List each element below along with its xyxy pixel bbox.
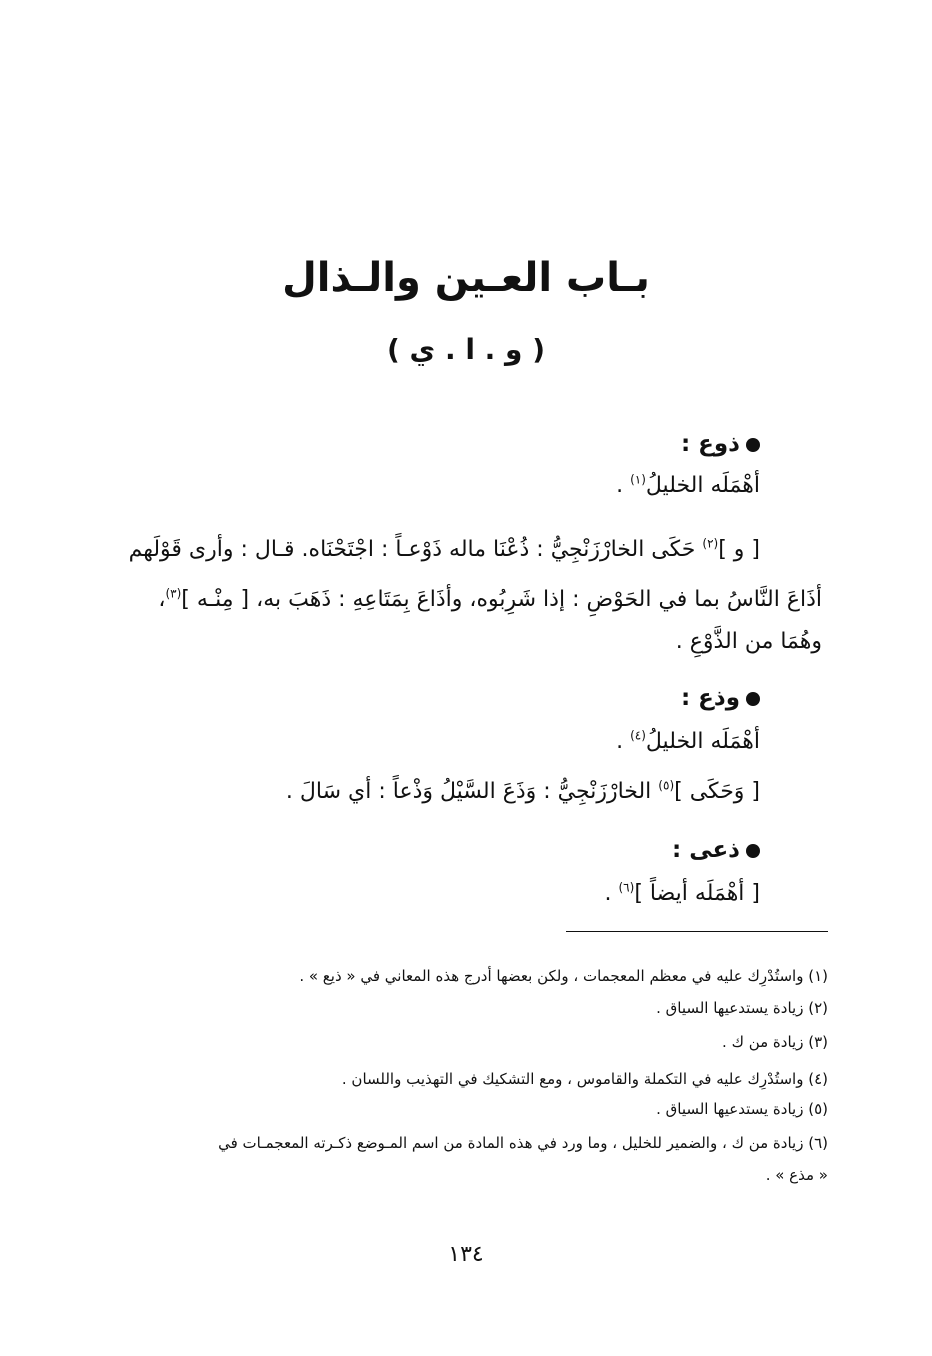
bullet-icon (746, 692, 760, 706)
entry-line: أهْمَلَه الخليلُ$^{(٤)}$ . (616, 728, 760, 754)
footnote-6-continued: « مذع » . (765, 1166, 828, 1184)
footnote-6: (٦) زيادة من ك ، والضمير للخليل ، وما ورد في هذه المادة من اسم المـوضع ذكـرته المعجمـات في (218, 1134, 828, 1152)
entry-line: أهْمَلَه الخليلُ$^{(١)}$ . (616, 472, 760, 498)
bullet-icon (746, 438, 760, 452)
footnote-ref: (٤) (630, 728, 646, 743)
entry-line: [ وَحَكَى ]$^{(٥)}$ الخارْزَنْجِيُّ : وَذَعَ السَّيْلُ وَذْعاً : أي سَالَ . (285, 778, 760, 804)
footnote-4: (٤) واستُدْرِك عليه في التكملة والقاموس ، ومع التشكيك في التهذيب واللسان . (341, 1070, 828, 1088)
bullet-icon (746, 844, 760, 858)
footnote-3: (٣) زيادة من ك . (722, 1033, 828, 1051)
entry-heading-dhaw: ذوع : (681, 424, 760, 464)
footnote-2: (٢) زيادة يستدعيها السياق . (656, 999, 828, 1017)
footnote-ref: (١) (630, 472, 646, 487)
entry-line: أذَاعَ النَّاسُ بما في الحَوْضِ : إذا شَرِبُوه، وأذَاعَ بِمَتَاعِهِ : ذَهَبَ به، [ مِنْـه ]$^{(٣)}$، (158, 586, 822, 612)
footnote-ref: (٢) (702, 536, 719, 551)
page-number: ١٣٤ (448, 1242, 484, 1267)
footnote-ref: (٦) (618, 880, 635, 895)
footnote-1: (١) واستُدْرِك عليه في معظم المعجمات ، ولكن بعضها أدرج هذه المعاني في « ذيع » . (299, 967, 828, 985)
footnote-ref: (٥) (658, 778, 675, 793)
footnote-5: (٥) زيادة يستدعيها السياق . (656, 1100, 828, 1118)
footnote-divider (566, 931, 828, 932)
chapter-subtitle: ( و . ا . ي ) (386, 333, 546, 366)
entry-line: وهُمَا من الذَّوْعِ . (675, 629, 822, 654)
entry-heading-wadha: وذع : (681, 678, 760, 718)
footnote-ref: (٣) (165, 586, 182, 601)
chapter-title: بـاب العـين والـذال (282, 255, 650, 301)
entry-line: [ أهْمَلَه أيضاً ]$^{(٦)}$ . (604, 880, 760, 906)
entry-heading-dhaa: ذعى : (672, 830, 760, 870)
entry-line: [ و ]$^{(٢)}$ حَكَى الخارْزَنْجِيُّ : ذُعْنَا ماله ذَوْعـاً : اجْتَحْنَاه. قـال : وأرى قَوْلَهم (128, 536, 760, 562)
